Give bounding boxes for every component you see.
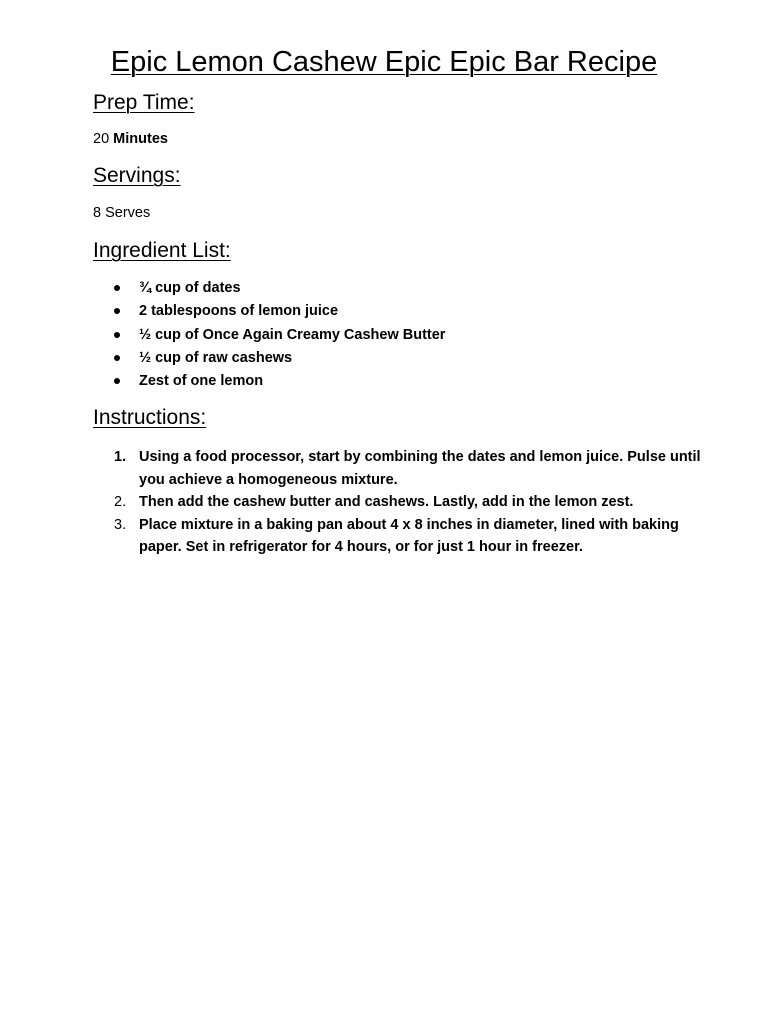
step-number: 3. (114, 516, 127, 533)
instruction-step (93, 446, 713, 491)
ingredient-text: 2 tablespoons of lemon juice (139, 303, 339, 320)
ingredient-list (93, 279, 445, 395)
prep-time-number: 20 (93, 131, 110, 147)
instruction-list (93, 446, 713, 559)
ingredient-item (93, 349, 445, 372)
step-number: 2. (114, 494, 127, 510)
bullet-icon (114, 378, 120, 384)
ingredient-item (93, 372, 445, 395)
bullet-icon (114, 308, 120, 314)
bullet-icon (114, 285, 120, 291)
step-text: Using a food processor, start by combining the dates and lemon juice. Pulse until you achieve a homogeneous mixture. (139, 449, 701, 488)
ingredient-item (93, 279, 445, 302)
ingredients-heading: Ingredient List: (93, 239, 231, 262)
instructions-heading: Instructions: (93, 406, 207, 429)
bullet-icon (114, 332, 120, 338)
title-text: Epic Lemon Cashew Epic Epic Bar Recipe (110, 46, 658, 78)
step-text: Place mixture in a baking pan about 4 x 8 inches in diameter, lined with baking paper. Set in refrigerator for 4 hours, or for just 1 hour in freezer. (139, 516, 679, 555)
step-number: 1. (114, 449, 127, 465)
servings-value: 8 Serves (93, 205, 151, 221)
ingredient-text: ½ cup of Once Again Creamy Cashew Butter (139, 326, 446, 343)
ingredient-text: Zest of one lemon (139, 373, 264, 390)
instruction-step (93, 514, 713, 559)
ingredient-item (93, 302, 445, 325)
instruction-step (93, 491, 713, 514)
servings-heading: Servings: (93, 164, 181, 187)
prep-time-heading: Prep Time: (93, 91, 195, 114)
ingredient-text: ½ cup of raw cashews (139, 349, 293, 366)
prep-time-value (93, 130, 168, 148)
ingredient-item (93, 326, 445, 349)
step-text: Then add the cashew butter and cashews. Lastly, add in the lemon zest. (139, 494, 634, 510)
bullet-icon (114, 355, 120, 361)
prep-time-unit: Minutes (113, 131, 168, 147)
document-title (0, 44, 768, 80)
ingredient-text: ¾ cup of dates (139, 280, 241, 296)
